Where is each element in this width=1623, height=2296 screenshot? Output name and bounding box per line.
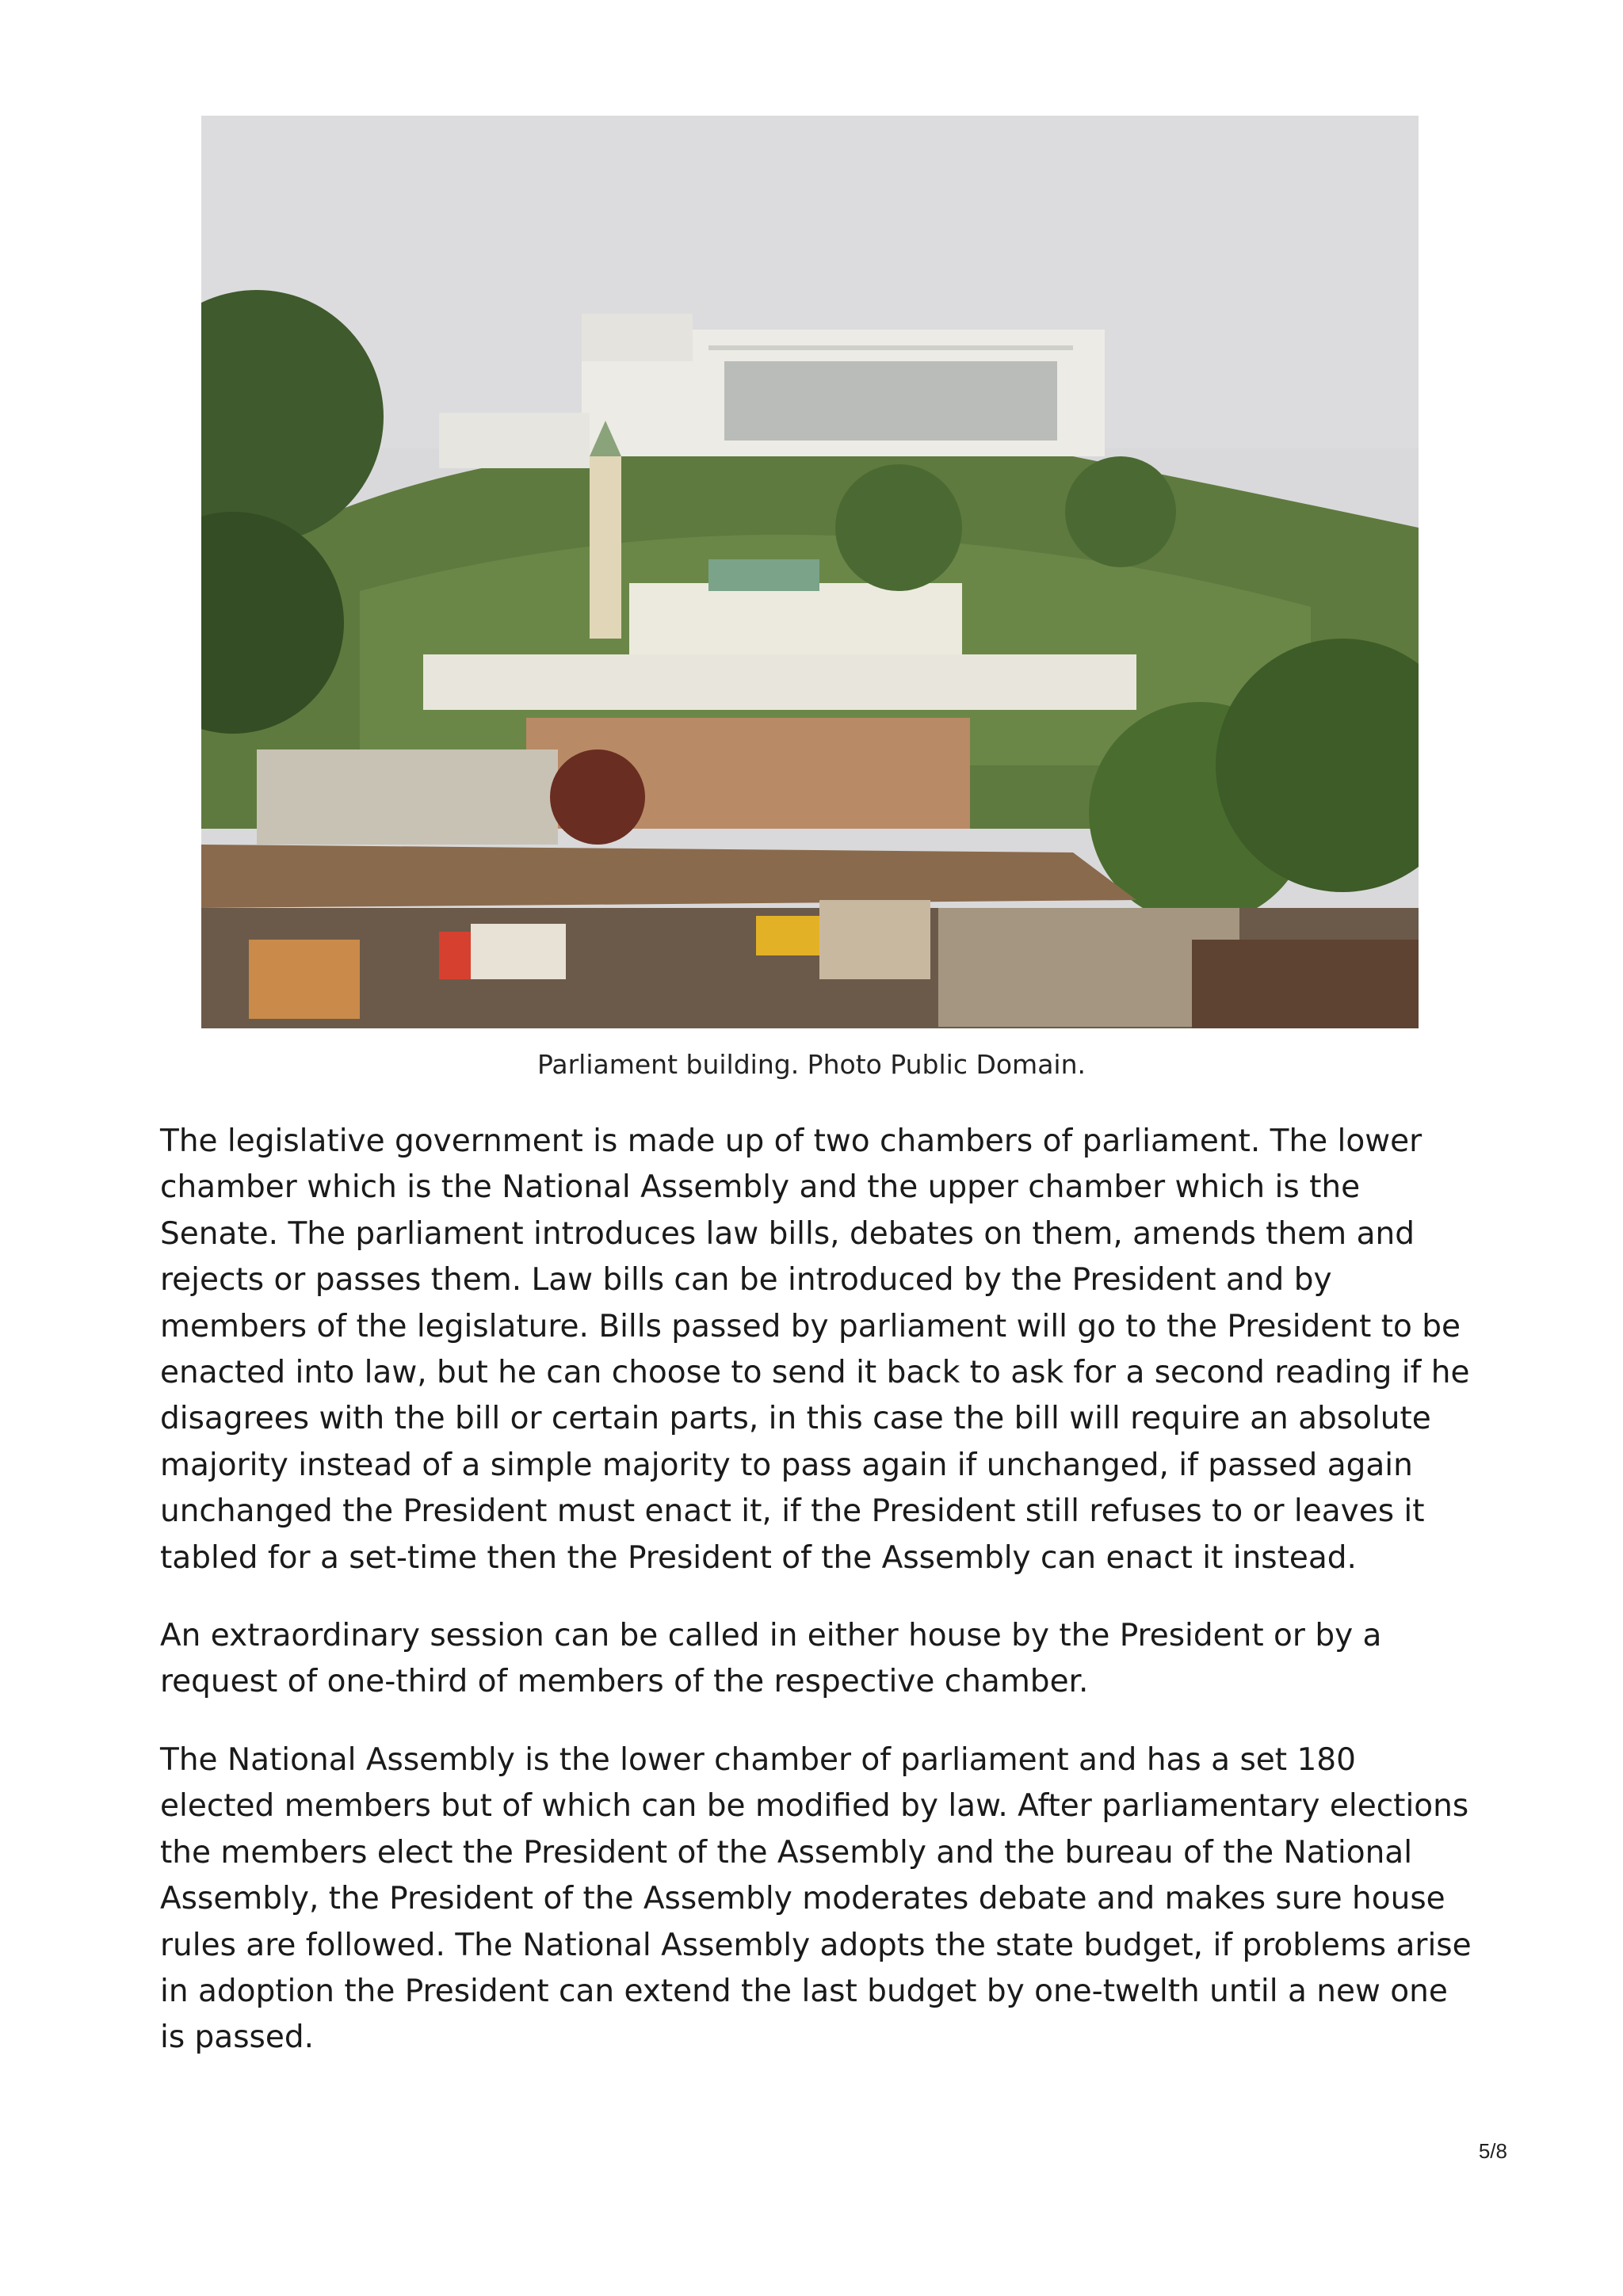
paragraph-legislative-government: The legislative government is made up of two chambers of parliament. The lower chamber which is the National Assembly and the upper chamber which is the Senate. The parliament introduces law bills, debates on them, amends them and rejects or passes them. Law bills can be introduced by the President and by members of the legislature. Bills passed by parliament will go to the President to be enacted into law, but he can choose to send it back to ask for a second reading if he disagrees with the bill or certain parts, in this case the bill will require an absolute majority instead of a simple majority to pass again if unchanged, if passed again unchanged the President must enact it, if the President still refuses to or leaves it tabled for a set-time then the President of the Assembly can enact it instead. bbox=[160, 1123, 1470, 1576]
parliament-photo-illustration bbox=[201, 116, 1419, 1028]
figure-caption: Parliament building. Photo Public Domain. bbox=[537, 1049, 1086, 1080]
paragraph-extraordinary-session: An extraordinary session can be called in either house by the President or by a request of one-third of members of the respective chamber. bbox=[160, 1618, 1382, 1700]
parliament-photo bbox=[201, 116, 1419, 1028]
page-number: 5/8 bbox=[1478, 2139, 1507, 2163]
body-text bbox=[160, 1119, 1476, 2093]
paragraph-national-assembly: The National Assembly is the lower chamber of parliament and has a set 180 elected members but of which can be modified by law. After parliamentary elections the members elect the President of the Assembly and the bureau of the National Assembly, the President of the Assembly moderates debate and makes sure house rules are followed. The National Assembly adopts the state budget, if problems arise in adoption the President can extend the last budget by one-twelth until a new one is passed. bbox=[160, 1741, 1472, 2056]
